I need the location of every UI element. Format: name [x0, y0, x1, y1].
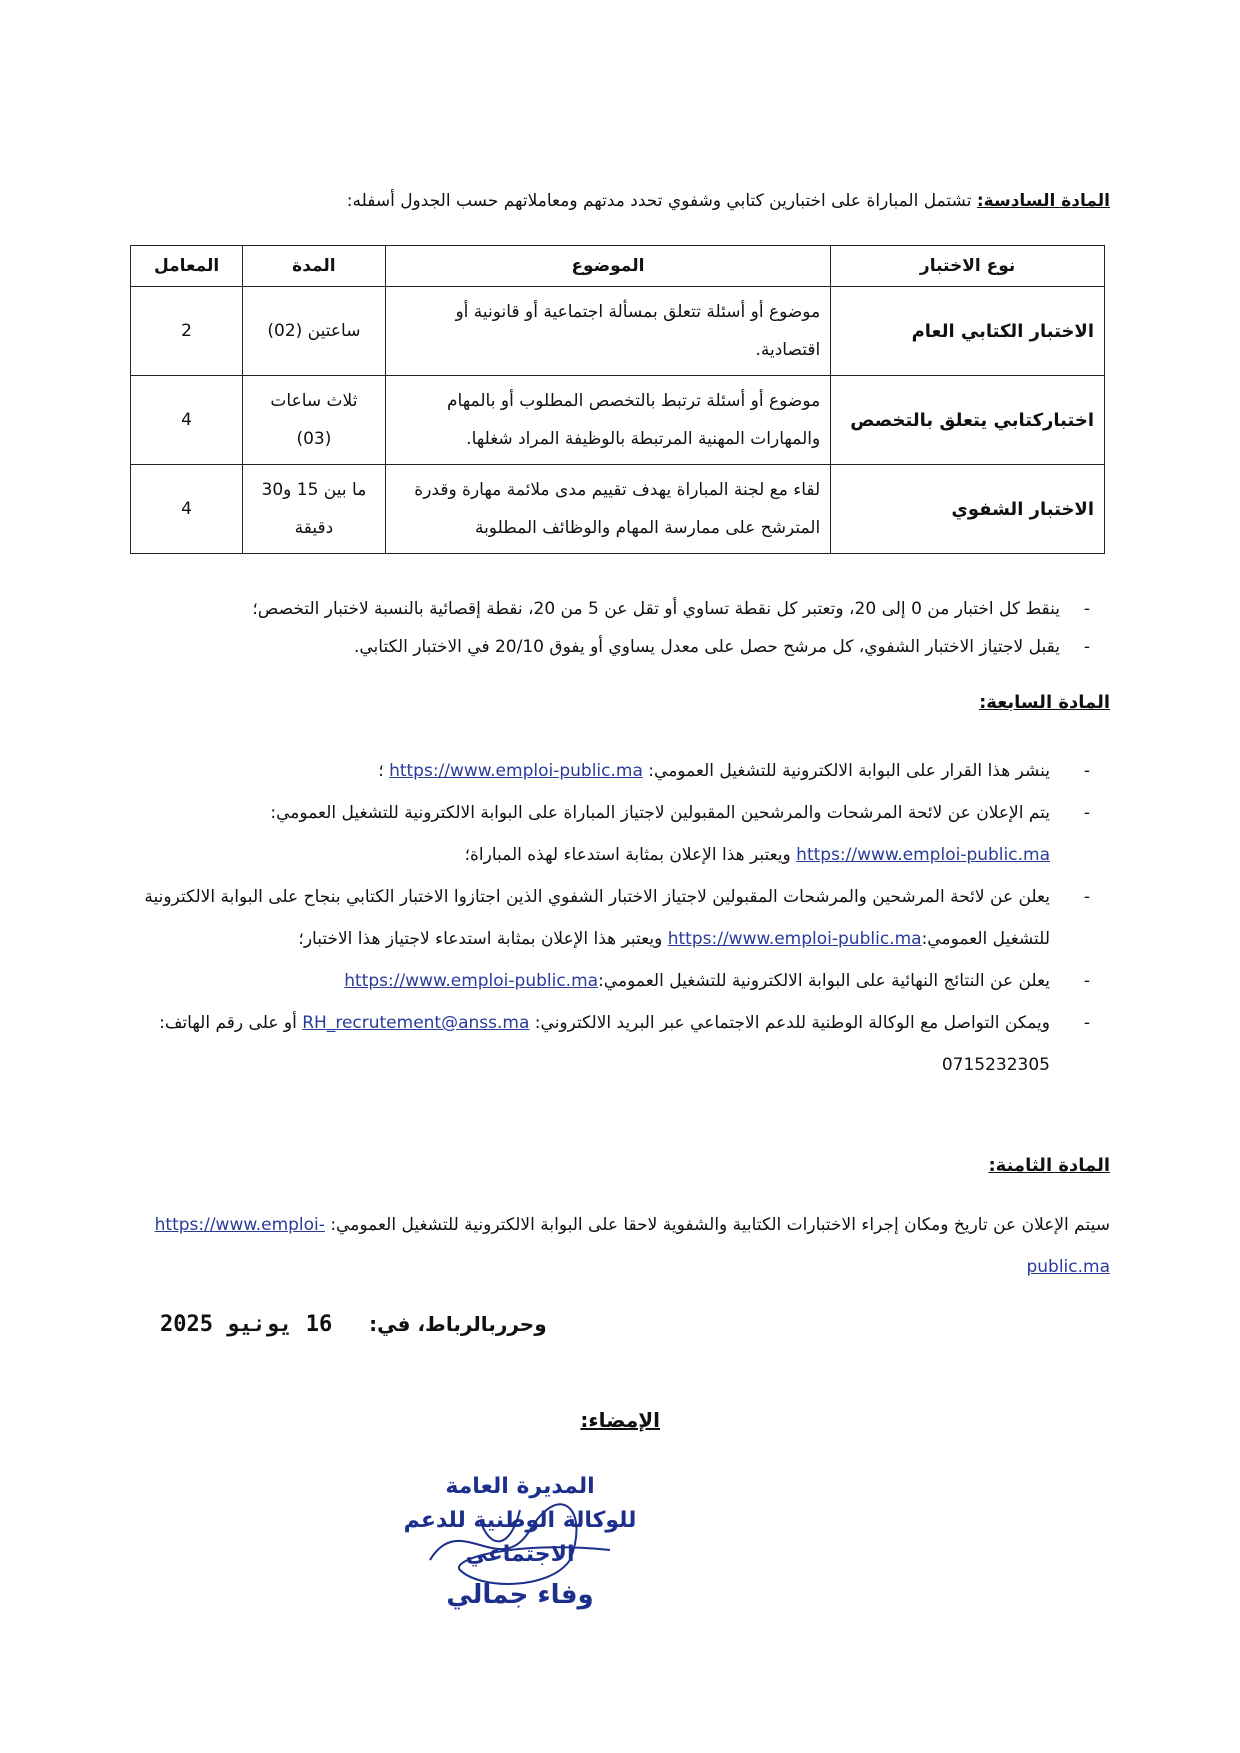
article6-paragraph [120, 188, 1110, 214]
article8-paragraph [130, 1204, 1110, 1288]
row-kind: الاختبار الشفوي [831, 465, 1105, 554]
rule-item: - يقبل لاجتياز الاختبار الشفوي، كل مرشح حصل على معدل يساوي أو يفوق 20/10 في الاختبار الكتابي. [130, 628, 1090, 666]
portal-link[interactable]: https://www.emploi-public.ma [389, 761, 643, 781]
row-kind: اختباركتابي يتعلق بالتخصص [831, 376, 1105, 465]
article8-text: سيتم الإعلان عن تاريخ ومكان إجراء الاختبارات الكتابية والشفوية لاحقا على البوابة الالكترونية للتشغيل العمومي: [324, 1215, 1110, 1235]
row-coef: 2 [131, 287, 243, 376]
signature-label: الإمضاء: [580, 1408, 660, 1432]
article7-heading: المادة السابعة: [979, 692, 1110, 713]
signatory-title: المديرة العامة [445, 1474, 595, 1499]
portal-link[interactable]: https://www.emploi-public.ma [154, 1215, 1110, 1277]
row-coef: 4 [131, 465, 243, 554]
item-text: ؛ [378, 761, 390, 781]
header-kind: نوع الاختبار [831, 246, 1105, 287]
row-duration: ثلاث ساعات (03) [243, 376, 385, 465]
portal-link[interactable]: https://www.emploi-public.ma [796, 845, 1050, 865]
header-duration: المدة [243, 246, 385, 287]
item-text: ويعتبر هذا الإعلان بمثابة استدعاء لهذه المباراة؛ [464, 845, 797, 865]
item-text: ويعتبر هذا الإعلان بمثابة استدعاء لاجتياز هذا الاختبار؛ [298, 929, 668, 949]
rule-item: - ينقط كل اختبار من 0 إلى 20، وتعتبر كل نقطة تساوي أو تقل عن 5 من 20، نقطة إقصائية بالنسبة لاختبار التخصص؛ [130, 590, 1090, 628]
signatory-name: وفاء جمالي [446, 1580, 594, 1610]
row-duration: ساعتين (02) [243, 287, 385, 376]
table-row [131, 376, 1105, 465]
item-text: يعلن عن لائحة المرشحين والمرشحات المقبولين لاجتياز الاختبار الشفوي الذين اجتازوا الاختبار الكتابي بنجاح على البوابة الالكترونية للتشغيل العمومي: [144, 887, 1050, 949]
row-duration: ما بين 15 و30 دقيقة [243, 465, 385, 554]
table-header-row [131, 246, 1105, 287]
item-text: ويمكن التواصل مع الوكالة الوطنية للدعم الاجتماعي عبر البريد الالكتروني: [529, 1013, 1050, 1033]
header-coef: المعامل [131, 246, 243, 287]
article7-item [110, 792, 1090, 876]
row-subject: موضوع أو أسئلة تتعلق بمسألة اجتماعية أو قانونية أو اقتصادية. [385, 287, 831, 376]
article7-item [110, 750, 1090, 792]
signatory-agency: للوكالة الوطنية للدعم الاجتماعي [403, 1508, 637, 1567]
table-row [131, 287, 1105, 376]
item-text: يتم الإعلان عن لائحة المرشحات والمرشحين المقبولين لاجتياز المباراة على البوابة الالكترونية للتشغيل العمومي: [270, 803, 1050, 823]
rules-list [130, 590, 1090, 666]
item-text: ينشر هذا القرار على البوابة الالكترونية للتشغيل العمومي: [642, 761, 1050, 781]
article8-heading: المادة الثامنة: [988, 1155, 1110, 1176]
article7-list [110, 750, 1090, 1086]
article7-item [110, 876, 1090, 960]
article7-item [110, 1002, 1090, 1086]
tests-table [130, 245, 1105, 554]
row-coef: 4 [131, 376, 243, 465]
portal-link[interactable]: https://www.emploi-public.ma [344, 971, 599, 991]
row-kind: الاختبار الكتابي العام [831, 287, 1105, 376]
place-label: وحرربالرباط، في: [369, 1312, 547, 1336]
item-text: أو على رقم الهاتف: 0715232305 [159, 1013, 1050, 1075]
place-date-line [160, 1312, 547, 1337]
header-subject: الموضوع [385, 246, 831, 287]
handwritten-signature [420, 1490, 620, 1600]
article6-text: تشتمل المباراة على اختبارين كتابي وشفوي تحدد مدتهم ومعاملاتهم حسب الجدول أسفله: [346, 191, 977, 211]
email-link[interactable]: RH_recrutement@anss.ma [302, 1013, 530, 1033]
table-row [131, 465, 1105, 554]
portal-link[interactable]: https://www.emploi-public.ma [667, 929, 922, 949]
row-subject: لقاء مع لجنة المباراة يهدف تقييم مدى ملائمة مهارة وقدرة المترشح على ممارسة المهام والوظائف المطلوبة [385, 465, 831, 554]
article7-item [110, 960, 1090, 1002]
article6-heading: المادة السادسة: [976, 191, 1110, 211]
row-subject: موضوع أو أسئلة ترتبط بالتخصص المطلوب أو بالمهام والمهارات المهنية المرتبطة بالوظيفة المراد شغلها. [385, 376, 831, 465]
item-text: يعلن عن النتائج النهائية على البوابة الالكترونية للتشغيل العمومي: [598, 971, 1050, 991]
date-stamp: 16 يونيو 2025 [160, 1312, 333, 1337]
